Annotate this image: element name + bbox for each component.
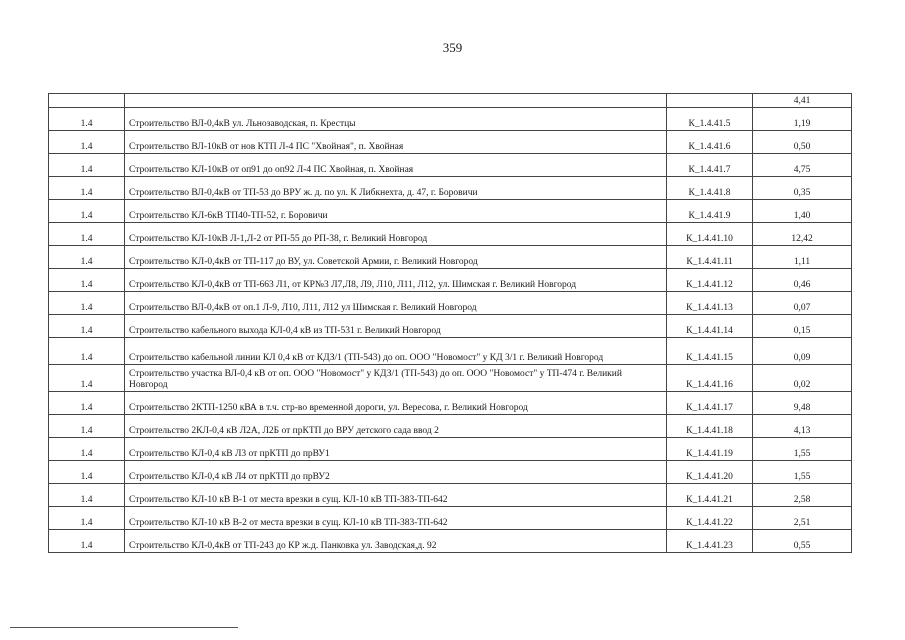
table-row — [49, 365, 852, 392]
table-row — [49, 131, 852, 154]
investment-table — [48, 93, 852, 553]
index-cell: 1.4 — [49, 200, 125, 223]
index-cell: 1.4 — [49, 108, 125, 131]
name-cell: Строительство кабельной линии КЛ 0,4 кВ от КДЗ/1 (ТП-543) до оп. ООО "Новомост" у КД 3/1 г. Великий Новгород — [125, 338, 667, 365]
value-cell: 4,75 — [753, 154, 852, 177]
table-row — [49, 438, 852, 461]
number-cell: К_1.4.41.12 — [667, 269, 753, 292]
value-cell: 12,42 — [753, 223, 852, 246]
number-cell: К_1.4.41.22 — [667, 507, 753, 530]
number-cell: К_1.4.41.14 — [667, 315, 753, 338]
value-cell: 0,55 — [753, 530, 852, 553]
number-cell: К_1.4.41.23 — [667, 530, 753, 553]
table-row — [49, 415, 852, 438]
index-cell: 1.4 — [49, 507, 125, 530]
number-cell: К_1.4.41.15 — [667, 338, 753, 365]
number-cell: К_1.4.41.10 — [667, 223, 753, 246]
table-row — [49, 108, 852, 131]
name-cell: Строительство КЛ-10кВ Л-1,Л-2 от РП-55 до РП-38, г. Великий Новгород — [125, 223, 667, 246]
number-cell — [667, 94, 753, 108]
table-row — [49, 484, 852, 507]
index-cell: 1.4 — [49, 530, 125, 553]
number-cell: К_1.4.41.20 — [667, 461, 753, 484]
value-cell: 2,58 — [753, 484, 852, 507]
footnote-divider — [10, 627, 238, 628]
table-row — [49, 292, 852, 315]
table-row — [49, 246, 852, 269]
index-cell: 1.4 — [49, 177, 125, 200]
table-row — [49, 392, 852, 415]
name-cell: Строительство кабельного выхода КЛ-0,4 кВ из ТП-531 г. Великий Новгород — [125, 315, 667, 338]
name-cell: Строительство ВЛ-10кВ от нов КТП Л-4 ПС "Хвойная", п. Хвойная — [125, 131, 667, 154]
table-row — [49, 530, 852, 553]
number-cell: К_1.4.41.6 — [667, 131, 753, 154]
index-cell: 1.4 — [49, 315, 125, 338]
value-cell: 4,13 — [753, 415, 852, 438]
table-row — [49, 177, 852, 200]
value-cell: 0,50 — [753, 131, 852, 154]
table-row — [49, 200, 852, 223]
index-cell: 1.4 — [49, 438, 125, 461]
value-cell: 9,48 — [753, 392, 852, 415]
number-cell: К_1.4.41.13 — [667, 292, 753, 315]
name-cell: Строительство КЛ-0,4 кВ Л4 от прКТП до прВУ2 — [125, 461, 667, 484]
number-cell: К_1.4.41.5 — [667, 108, 753, 131]
number-cell: К_1.4.41.18 — [667, 415, 753, 438]
value-cell: 0,09 — [753, 338, 852, 365]
name-cell: Строительство ВЛ-0,4кВ ул. Льнозаводская, п. Крестцы — [125, 108, 667, 131]
name-cell: Строительство ВЛ-0,4кВ от оп.1 Л-9, Л10, Л11, Л12 ул Шимская г. Великий Новгород — [125, 292, 667, 315]
number-cell: К_1.4.41.17 — [667, 392, 753, 415]
name-cell: Строительство 2КТП-1250 кВА в т.ч. стр-во временной дороги, ул. Вересова, г. Великий Новгород — [125, 392, 667, 415]
name-cell — [125, 94, 667, 108]
number-cell: К_1.4.41.16 — [667, 365, 753, 392]
value-cell: 0,02 — [753, 365, 852, 392]
name-cell: Строительство КЛ-10 кВ В-2 от места врезки в сущ. КЛ-10 кВ ТП-383-ТП-642 — [125, 507, 667, 530]
index-cell: 1.4 — [49, 484, 125, 507]
value-cell: 0,35 — [753, 177, 852, 200]
number-cell: К_1.4.41.7 — [667, 154, 753, 177]
name-cell: Строительство 2КЛ-0,4 кВ Л2А, Л2Б от прКТП до ВРУ детского сада ввод 2 — [125, 415, 667, 438]
name-cell: Строительство КЛ-6кВ ТП40-ТП-52, г. Боровичи — [125, 200, 667, 223]
index-cell: 1.4 — [49, 415, 125, 438]
index-cell: 1.4 — [49, 269, 125, 292]
number-cell: К_1.4.41.8 — [667, 177, 753, 200]
number-cell: К_1.4.41.21 — [667, 484, 753, 507]
name-cell: Строительство КЛ-10 кВ В-1 от места врезки в сущ. КЛ-10 кВ ТП-383-ТП-642 — [125, 484, 667, 507]
table-row — [49, 154, 852, 177]
page-number: 359 — [442, 40, 463, 55]
value-cell: 2,51 — [753, 507, 852, 530]
index-cell: 1.4 — [49, 246, 125, 269]
number-cell: К_1.4.41.11 — [667, 246, 753, 269]
index-cell: 1.4 — [49, 338, 125, 365]
table-row — [49, 507, 852, 530]
number-cell: К_1.4.41.9 — [667, 200, 753, 223]
table-row — [49, 223, 852, 246]
table-row — [49, 461, 852, 484]
value-cell: 0,15 — [753, 315, 852, 338]
index-cell: 1.4 — [49, 131, 125, 154]
table-row-continuation — [49, 94, 852, 108]
index-cell: 1.4 — [49, 461, 125, 484]
number-cell: К_1.4.41.19 — [667, 438, 753, 461]
name-cell: Строительство участка ВЛ-0,4 кВ от оп. ООО "Новомост" у КДЗ/1 (ТП-543) до оп. ООО "Новомост" у ТП-474 г. Великий Новгород — [125, 365, 667, 392]
value-cell: 1,11 — [753, 246, 852, 269]
value-cell: 1,55 — [753, 438, 852, 461]
value-cell: 0,46 — [753, 269, 852, 292]
table-row — [49, 315, 852, 338]
value-cell: 4,41 — [753, 94, 852, 108]
name-cell: Строительство КЛ-0,4кВ от ТП-117 до ВУ, ул. Советской Армии, г. Великий Новгород — [125, 246, 667, 269]
value-cell: 1,55 — [753, 461, 852, 484]
name-cell: Строительство КЛ-0,4кВ от ТП-663 Л1, от КР№3 Л7,Л8, Л9, Л10, Л11, Л12, ул. Шимская г. Великий Новгород — [125, 269, 667, 292]
index-cell: 1.4 — [49, 154, 125, 177]
table-row — [49, 269, 852, 292]
index-cell: 1.4 — [49, 392, 125, 415]
index-cell — [49, 94, 125, 108]
value-cell: 1,19 — [753, 108, 852, 131]
name-cell: Строительство КЛ-10кВ от оп91 до оп92 Л-4 ПС Хвойная, п. Хвойная — [125, 154, 667, 177]
value-cell: 1,40 — [753, 200, 852, 223]
table-row — [49, 338, 852, 365]
index-cell: 1.4 — [49, 365, 125, 392]
index-cell: 1.4 — [49, 223, 125, 246]
name-cell: Строительство КЛ-0,4 кВ Л3 от прКТП до прВУ1 — [125, 438, 667, 461]
name-cell: Строительство ВЛ-0,4кВ от ТП-53 до ВРУ ж. д. по ул. К Либкнехта, д. 47, г. Боровичи — [125, 177, 667, 200]
value-cell: 0,07 — [753, 292, 852, 315]
name-cell: Строительство КЛ-0,4кВ от ТП-243 до КР ж.д. Панковка ул. Заводская,д. 92 — [125, 530, 667, 553]
index-cell: 1.4 — [49, 292, 125, 315]
table-body — [49, 94, 852, 553]
